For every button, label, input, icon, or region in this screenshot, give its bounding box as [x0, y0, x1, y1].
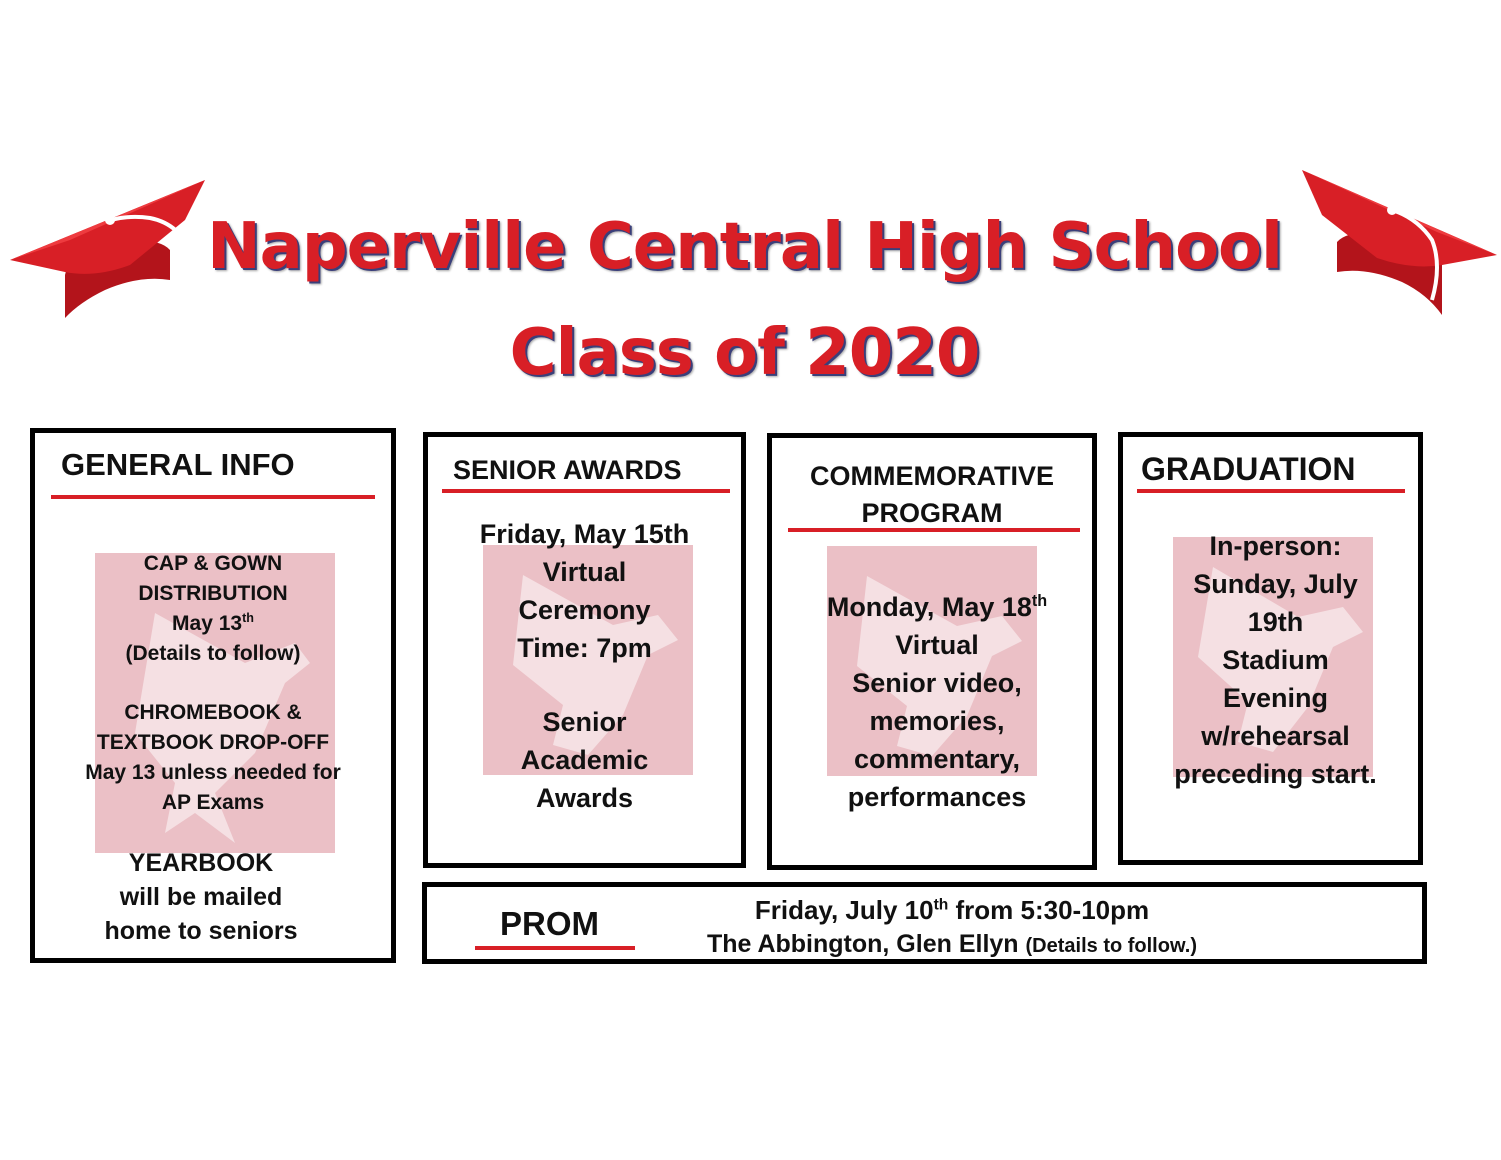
prom-heading: PROM: [500, 905, 599, 942]
general-info-underline: [51, 495, 375, 499]
graduation-card: [1118, 432, 1423, 865]
chromebook-info: CHROMEBOOK & TEXTBOOK DROP-OFF May 13 unless needed for AP Exams: [85, 701, 341, 814]
senior-awards-details: Friday, May 15th Virtual Ceremony Time: 7pm Senior Academic Awards: [479, 519, 690, 813]
yearbook-info: YEARBOOK will be mailed home to seniors: [104, 849, 298, 945]
page-subtitle: Class of 2020: [509, 316, 980, 390]
commemorative-program-details: Monday, May 18th Virtual Senior video, memories, commentary, performances: [826, 592, 1048, 812]
senior-awards-heading: SENIOR AWARDS: [453, 455, 682, 485]
commemorative-program-heading: COMMEMORATIVE PROGRAM: [810, 461, 1054, 528]
prom-underline: [475, 946, 635, 950]
prom-card: [422, 882, 1427, 964]
senior-awards-card: [423, 432, 746, 868]
general-info-heading: GENERAL INFO: [61, 447, 295, 482]
graduation-underline: [1137, 489, 1405, 493]
commemorative-program-card: [767, 433, 1097, 870]
prom-details: Friday, July 10th from 5:30-10pm The Abbington, Glen Ellyn (Details to follow.): [707, 895, 1197, 958]
cap-gown-info: CAP & GOWN DISTRIBUTION May 13th (Details to follow): [125, 552, 301, 665]
graduation-details: In-person: Sunday, July 19th Stadium Evening w/rehearsal preceding start.: [1174, 531, 1377, 789]
commemorative-program-underline: [788, 528, 1080, 532]
graduation-heading: GRADUATION: [1141, 451, 1356, 487]
general-info-card: [30, 428, 396, 963]
senior-awards-underline: [442, 489, 730, 493]
page-title: Naperville Central High School: [207, 210, 1282, 284]
